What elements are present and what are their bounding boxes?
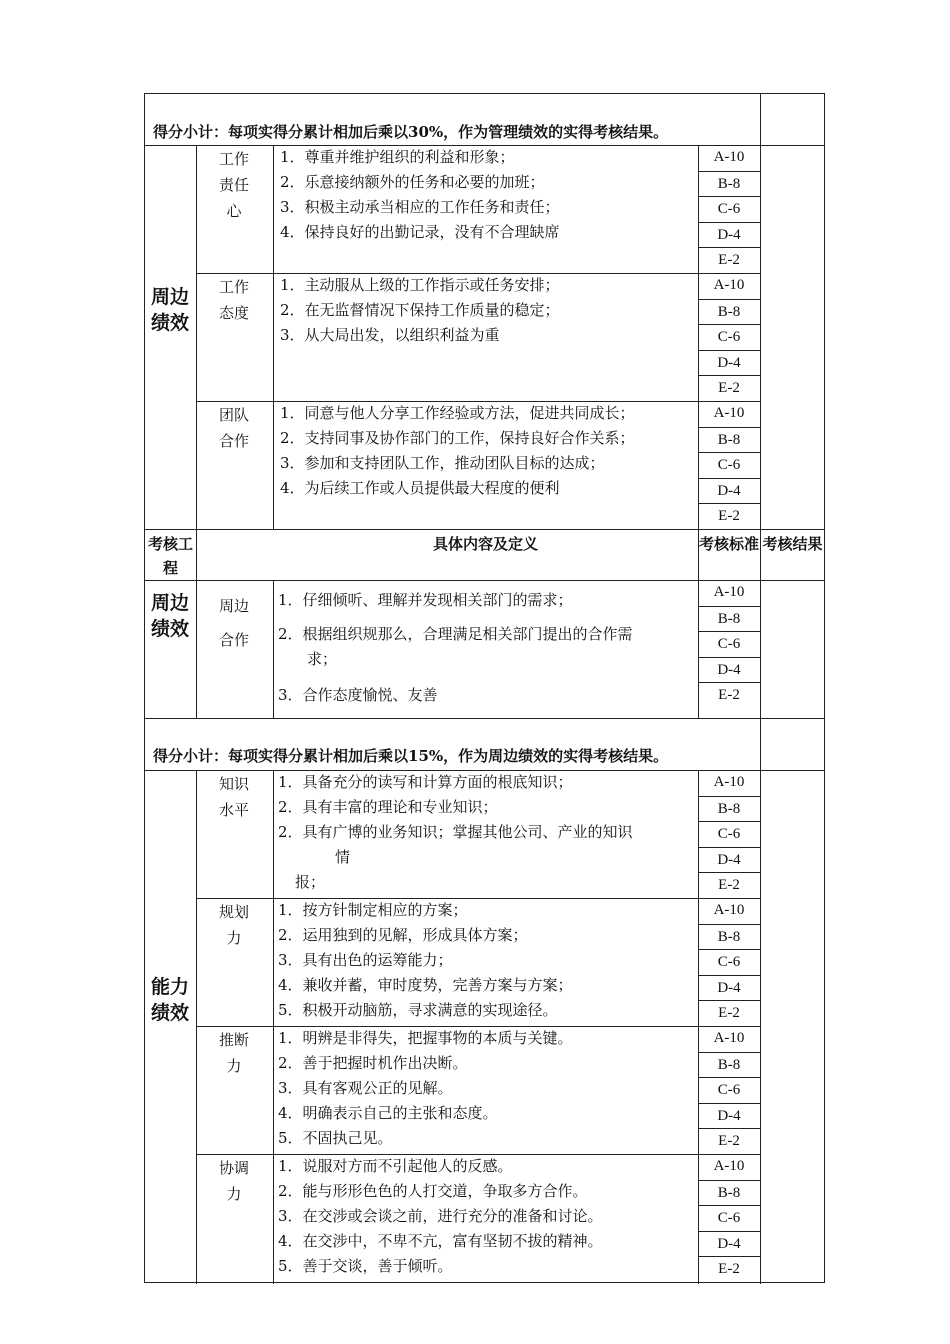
grade-cell: E-2	[698, 247, 760, 274]
criteria-line: 1．主动服从上级的工作指示或任务安排；	[280, 276, 560, 294]
grade-cell: A-10	[713, 1030, 745, 1046]
grade-cell: C-6	[698, 1077, 760, 1104]
criteria-line: 3．在交涉或会谈之前，进行充分的准备和讨论。	[278, 1207, 603, 1225]
criteria-line: 5．积极开动脑筋，寻求满意的实现途径。	[278, 1001, 558, 1019]
criteria-line: 3．具有出色的运筹能力；	[278, 951, 453, 969]
criteria-line: 4．明确表示自己的主张和态度。	[278, 1104, 498, 1122]
grade-cell: E-2	[698, 375, 760, 402]
criteria-line: 1．说服对方而不引起他人的反感。	[278, 1157, 513, 1175]
grade-cell: E-2	[698, 872, 760, 899]
grade-cell: B-8	[698, 427, 760, 454]
subtotal-peripheral: 得分小计：每项实得分累计相加后乘以15%，作为周边绩效的实得考核结果。	[153, 747, 669, 765]
criteria-line: 2．具有广博的业务知识；掌握其他公司、产业的知识	[278, 823, 633, 841]
grade-cell: B-8	[698, 1052, 760, 1079]
assessment-item: 知识水平	[218, 775, 249, 819]
grade-cell: E-2	[698, 1000, 760, 1027]
criteria-line: 4．在交涉中，不卑不亢，富有坚韧不拔的精神。	[278, 1232, 603, 1250]
grade-cell: D-4	[698, 1231, 760, 1258]
header-standard: 考核标准	[698, 535, 759, 553]
grade-cell: B-8	[698, 171, 760, 198]
criteria-line: 2．具有丰富的理论和专业知识；	[278, 798, 498, 816]
grade-cell: D-4	[698, 657, 760, 684]
criteria-line: 1．具备充分的读写和计算方面的根底知识；	[278, 773, 573, 791]
grade-cell: E-2	[698, 503, 760, 530]
grade-cell: C-6	[698, 631, 760, 658]
criteria-line: 1．尊重并维护组织的利益和形象；	[280, 148, 515, 166]
grade-cell: C-6	[698, 1205, 760, 1232]
grade-cell: D-4	[698, 975, 760, 1002]
criteria-line: 4．兼收并蓄，审时度势，完善方案与方案；	[278, 976, 573, 994]
criteria-line: 报；	[295, 873, 326, 891]
criteria-line: 2．根据组织规那么，合理满足相关部门提出的合作需	[278, 625, 633, 643]
criteria-line: 2．乐意接纳额外的任务和必要的加班；	[280, 173, 545, 191]
grade-cell: D-4	[698, 1103, 760, 1130]
grade-cell: A-10	[713, 774, 745, 790]
grade-cell: B-8	[698, 924, 760, 951]
criteria-line: 3．合作态度愉悦、友善	[278, 686, 438, 704]
criteria-line: 4．保持良好的出勤记录，没有不合理缺席	[280, 223, 560, 241]
criteria-line: 2．在无监督情况下保持工作质量的稳定；	[280, 301, 560, 319]
grade-cell: C-6	[698, 821, 760, 848]
grade-cell: A-10	[713, 1158, 745, 1174]
grade-cell: C-6	[698, 452, 760, 479]
criteria-line: 4．为后续工作或人员提供最大程度的便利	[280, 479, 560, 497]
grade-cell: B-8	[698, 299, 760, 326]
criteria-line: 3．参加和支持团队工作，推动团队目标的达成；	[280, 454, 605, 472]
criteria-line: 5．不固执己见。	[278, 1129, 393, 1147]
criteria-line: 3．积极主动承当相应的工作任务和责任；	[280, 198, 560, 216]
grade-cell: E-2	[698, 1128, 760, 1155]
appraisal-table	[144, 93, 825, 1283]
assessment-item: 团队合作	[218, 406, 249, 450]
criteria-line: 求；	[307, 650, 338, 668]
subtotal-management: 得分小计：每项实得分累计相加后乘以30%，作为管理绩效的实得考核结果。	[153, 123, 669, 141]
grade-cell: C-6	[698, 949, 760, 976]
criteria-line: 5．善于交谈，善于倾听。	[278, 1257, 453, 1275]
grade-cell: D-4	[698, 350, 760, 377]
grade-cell: E-2	[698, 1256, 760, 1283]
grade-cell: A-10	[713, 902, 745, 918]
col-divider	[273, 145, 274, 529]
grade-cell: A-10	[713, 405, 745, 421]
grade-cell: B-8	[698, 796, 760, 823]
criteria-line: 1．仔细倾听、理解并发现相关部门的需求；	[278, 591, 573, 609]
row-divider	[145, 718, 825, 719]
grade-cell: A-10	[713, 584, 745, 600]
grade-cell: D-4	[698, 222, 760, 249]
grade-cell: B-8	[698, 1180, 760, 1207]
assessment-item: 工作态度	[218, 278, 249, 322]
criteria-line: 1．明辨是非得失，把握事物的本质与关键。	[278, 1029, 573, 1047]
grade-cell: E-2	[698, 682, 760, 709]
criteria-line: 1．同意与他人分享工作经验或方法，促进共同成长；	[280, 404, 635, 422]
criteria-line: 情	[335, 848, 351, 866]
grade-cell: D-4	[698, 478, 760, 505]
category-ability: 能力绩效	[150, 976, 189, 1024]
grade-cell: B-8	[698, 606, 760, 633]
grade-cell: C-6	[698, 196, 760, 223]
criteria-line: 2．能与形形色色的人打交道，争取多方合作。	[278, 1182, 588, 1200]
category-peripheral: 周边绩效	[150, 592, 189, 640]
assessment-item: 周边合作	[218, 597, 249, 649]
grade-cell: A-10	[713, 277, 745, 293]
assessment-item: 推断力	[218, 1031, 249, 1075]
criteria-line: 2．运用独到的见解，形成具体方案；	[278, 926, 528, 944]
header-item: 考核工程	[147, 535, 193, 577]
assessment-item: 规划力	[218, 903, 249, 947]
header-result: 考核结果	[762, 535, 823, 553]
header-content: 具体内容及定义	[432, 535, 538, 553]
col-divider	[273, 580, 274, 718]
criteria-line: 3．具有客观公正的见解。	[278, 1079, 453, 1097]
grade-cell: D-4	[698, 847, 760, 874]
col-divider	[760, 94, 761, 1284]
criteria-line: 2．善于把握时机作出决断。	[278, 1054, 468, 1072]
criteria-line: 2．支持同事及协作部门的工作，保持良好合作关系；	[280, 429, 635, 447]
category-peripheral: 周边绩效	[150, 286, 189, 334]
col-divider	[273, 770, 274, 1284]
criteria-line: 3．从大局出发，以组织利益为重	[280, 326, 500, 344]
criteria-line: 1．按方针制定相应的方案；	[278, 901, 468, 919]
grade-cell: A-10	[713, 149, 745, 165]
assessment-item: 协调力	[218, 1159, 249, 1203]
assessment-item: 工作责任心	[218, 150, 249, 220]
grade-cell: C-6	[698, 324, 760, 351]
